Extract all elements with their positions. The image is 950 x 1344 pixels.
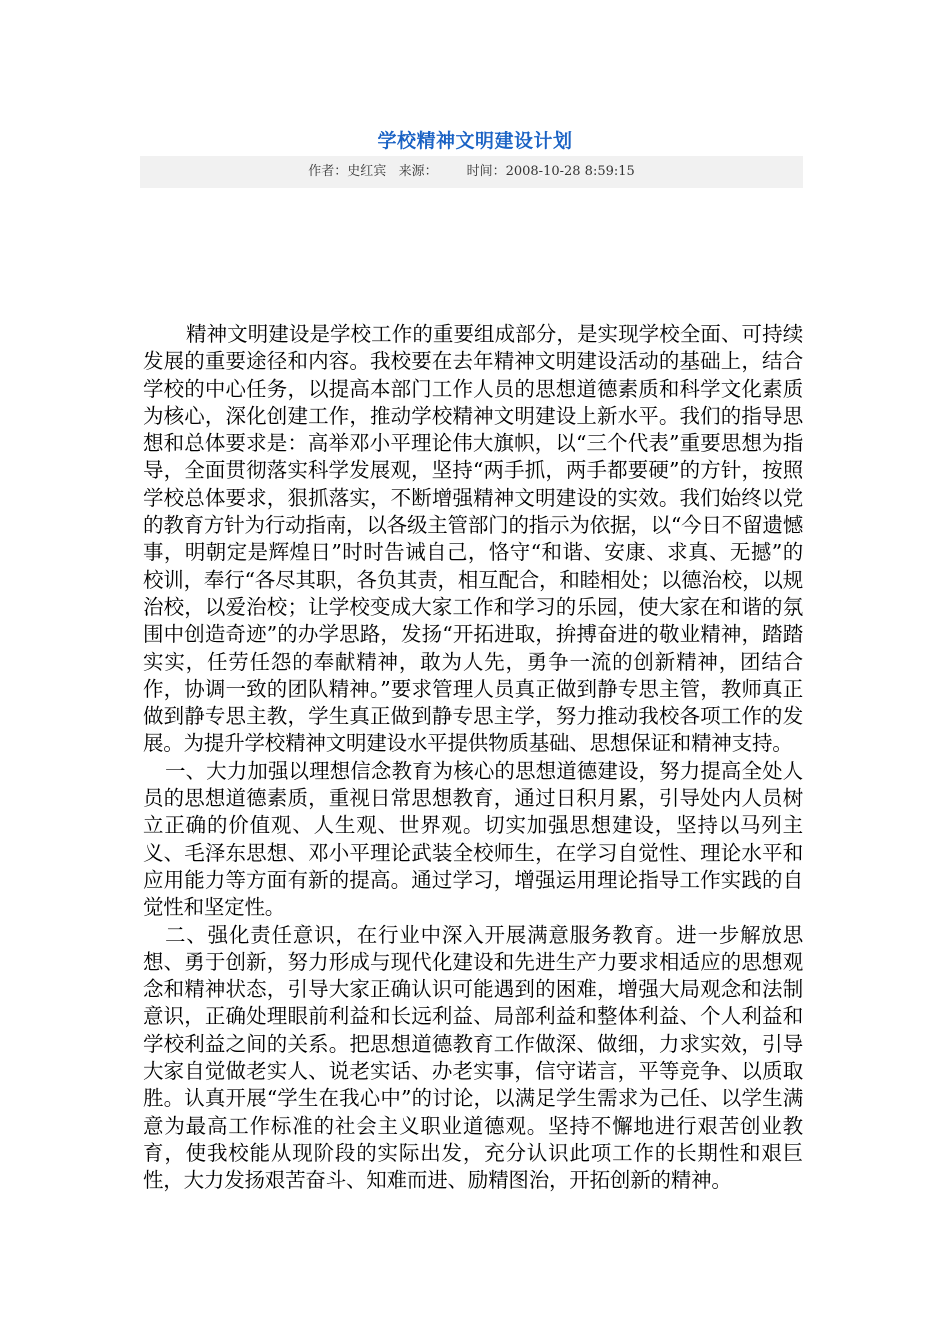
author-label: 作者： <box>308 164 348 179</box>
time-label: 时间： <box>466 164 506 179</box>
article-title: 学校精神文明建设计划 <box>377 130 573 152</box>
article-meta-bar <box>140 156 803 188</box>
paragraph-section-2: 二、强化责任意识，在行业中深入开展满意服务教育。进一步解放思想、勇于创新，努力形成与现代化建设和先进生产力要求相适应的思想观念和精神状态，引导大家正确认识可能遇到的困难，增强大局观念和法制意识，正确处理眼前利益和长远利益、局部利益和整体利益、个人利益和学校利益之间的关系。把思想道德教育工作做深、做细，力求实效，引导大家自觉做老实人、说老实话、办老实事，信守诺言，平等竞争、以质取胜。认真开展“学生在我心中”的讨论，以满足学生需求为己任、以学生满意为最高工作标准的社会主义职业道德观。坚持不懈地进行艰苦创业教育，使我校能从现阶段的实际出发，充分认识此项工作的长期性和艰巨性，大力发扬艰苦奋斗、知难而进、励精图治，开拓创新的精神。 <box>143 922 803 1193</box>
paragraph-section-1: 一、大力加强以理想信念教育为核心的思想道德建设，努力提高全处人员的思想道德素质，重视日常思想教育，通过日积月累，引导处内人员树立正确的价值观、人生观、世界观。切实加强思想建设，坚持以马列主义、毛泽东思想、邓小平理论武装全校师生，在学习自觉性、理论水平和应用能力等方面有新的提高。通过学习，增强运用理论指导工作实践的自觉性和坚定性。 <box>143 758 803 920</box>
article-body <box>143 321 803 1195</box>
author-name: 史红宾 <box>347 164 387 179</box>
paragraph-intro: 精神文明建设是学校工作的重要组成部分，是实现学校全面、可持续发展的重要途径和内容。我校要在去年精神文明建设活动的基础上，结合学校的中心任务，以提高本部门工作人员的思想道德素质和科学文化素质为核心，深化创建工作，推动学校精神文明建设上新水平。我们的指导思想和总体要求是：高举邓小平理论伟大旗帜，以“三个代表”重要思想为指导，全面贯彻落实科学发展观，坚持“两手抓，两手都要硬”的方针，按照学校总体要求，狠抓落实，不断增强精神文明建设的实效。我们始终以党的教育方针为行动指南，以各级主管部门的指示为依据，以“今日不留遗憾事，明朝定是辉煌日”时时告诫自己，恪守“和谐、安康、求真、无撼”的校训，奉行“各尽其职，各负其责，相互配合，和睦相处；以德治校，以规治校，以爱治校；让学校变成大家工作和学习的乐园，使大家在和谐的氛围中创造奇迹”的办学思路，发扬“开拓进取，拚搏奋进的敬业精神，踏踏实实，任劳任怨的奉献精神，敢为人先，勇争一流的创新精神，团结合作，协调一致的团队精神。”要求管理人员真正做到静专思主管，教师真正做到静专思主教，学生真正做到静专思主学，努力推动我校各项工作的发展。为提升学校精神文明建设水平提供物质基础、思想保证和精神支持。 <box>143 322 803 756</box>
source-label: 来源： <box>398 164 438 179</box>
publish-time: 2008-10-28 8:59:15 <box>505 164 635 179</box>
